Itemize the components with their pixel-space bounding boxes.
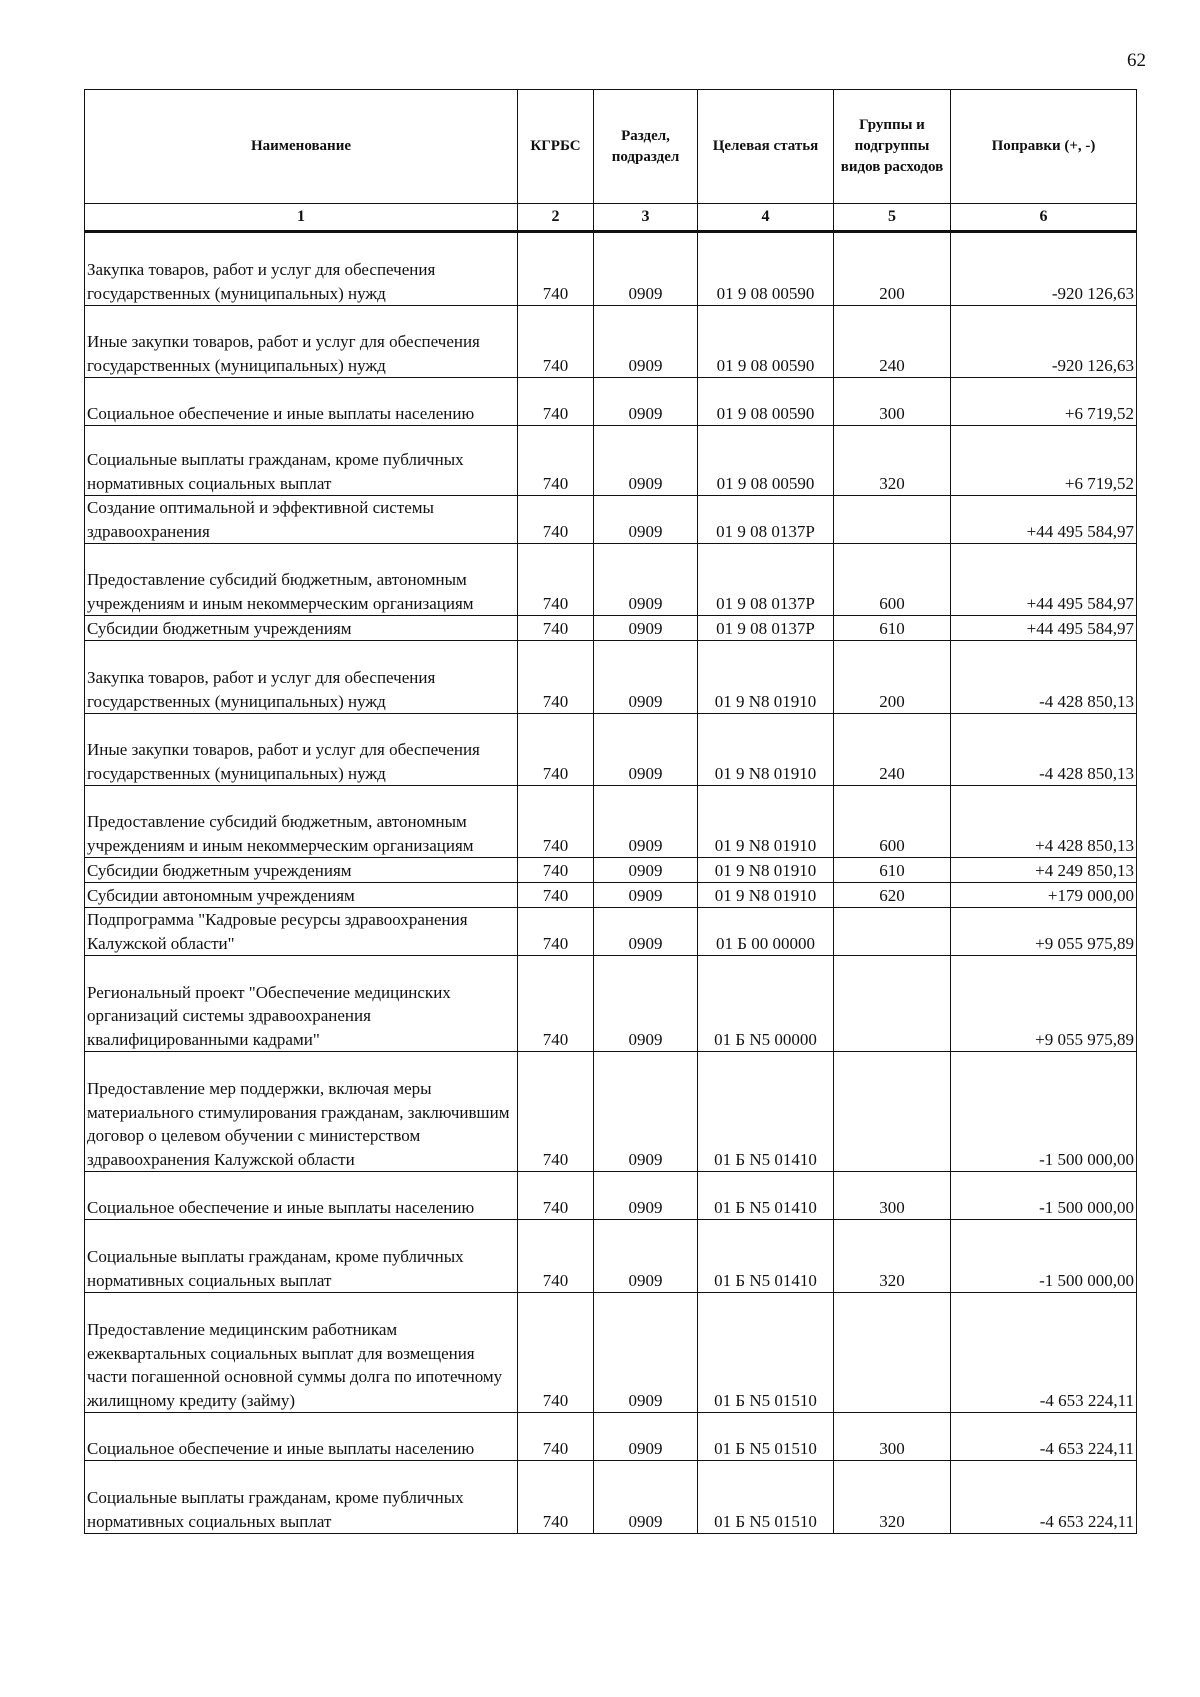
row-name: Субсидии бюджетным учреждениям — [85, 616, 518, 641]
row-name: Иные закупки товаров, работ и услуг для обеспечения государственных (муниципальных) нужд — [85, 306, 518, 378]
row-expense-group: 610 — [834, 858, 951, 883]
row-kgrbs: 740 — [518, 1052, 594, 1172]
row-target-article: 01 Б N5 01510 — [698, 1461, 834, 1534]
column-number: 4 — [698, 204, 834, 232]
row-section: 0909 — [594, 378, 698, 426]
row-expense-group: 600 — [834, 786, 951, 858]
row-target-article: 01 9 08 00590 — [698, 232, 834, 306]
row-amount: +44 495 584,97 — [951, 496, 1137, 544]
row-amount: +4 249 850,13 — [951, 858, 1137, 883]
table-row — [85, 496, 1137, 544]
row-expense-group: 600 — [834, 544, 951, 616]
row-kgrbs: 740 — [518, 544, 594, 616]
row-amount: -1 500 000,00 — [951, 1220, 1137, 1293]
row-section: 0909 — [594, 1172, 698, 1220]
column-number: 3 — [594, 204, 698, 232]
row-expense-group: 300 — [834, 1413, 951, 1461]
page-number: 62 — [1127, 50, 1146, 71]
row-amount: -1 500 000,00 — [951, 1052, 1137, 1172]
header-amendments: Поправки (+, -) — [951, 90, 1137, 204]
row-target-article: 01 9 N8 01910 — [698, 883, 834, 908]
row-name: Подпрограмма "Кадровые ресурсы здравоохранения Калужской области" — [85, 908, 518, 956]
row-expense-group: 620 — [834, 883, 951, 908]
table-row — [85, 786, 1137, 858]
row-kgrbs: 740 — [518, 616, 594, 641]
row-expense-group: 300 — [834, 378, 951, 426]
row-section: 0909 — [594, 1052, 698, 1172]
row-section: 0909 — [594, 426, 698, 496]
row-target-article: 01 9 08 0137Р — [698, 616, 834, 641]
row-section: 0909 — [594, 858, 698, 883]
row-kgrbs: 740 — [518, 858, 594, 883]
row-section: 0909 — [594, 232, 698, 306]
row-target-article: 01 9 08 00590 — [698, 378, 834, 426]
row-name: Предоставление субсидий бюджетным, автономным учреждениям и иным некоммерческим организациям — [85, 544, 518, 616]
header-section: Раздел, подраздел — [594, 90, 698, 204]
row-expense-group — [834, 956, 951, 1052]
row-kgrbs: 740 — [518, 786, 594, 858]
table-row — [85, 378, 1137, 426]
row-amount: +179 000,00 — [951, 883, 1137, 908]
row-kgrbs: 740 — [518, 1172, 594, 1220]
table-row — [85, 616, 1137, 641]
row-target-article: 01 9 08 00590 — [698, 426, 834, 496]
row-kgrbs: 740 — [518, 641, 594, 714]
row-name: Предоставление субсидий бюджетным, автономным учреждениям и иным некоммерческим организациям — [85, 786, 518, 858]
row-expense-group: 320 — [834, 1220, 951, 1293]
row-kgrbs: 740 — [518, 232, 594, 306]
table-body — [85, 232, 1137, 1534]
row-amount: -4 653 224,11 — [951, 1293, 1137, 1413]
row-kgrbs: 740 — [518, 714, 594, 786]
row-amount: +44 495 584,97 — [951, 544, 1137, 616]
budget-amendments-table — [84, 89, 1137, 1534]
table-row — [85, 908, 1137, 956]
row-expense-group — [834, 1293, 951, 1413]
row-section: 0909 — [594, 883, 698, 908]
row-target-article: 01 9 08 0137Р — [698, 544, 834, 616]
row-name: Социальные выплаты гражданам, кроме публичных нормативных социальных выплат — [85, 1461, 518, 1534]
row-name: Субсидии автономным учреждениям — [85, 883, 518, 908]
row-kgrbs: 740 — [518, 1293, 594, 1413]
table-row — [85, 1461, 1137, 1534]
column-number: 1 — [85, 204, 518, 232]
column-number: 5 — [834, 204, 951, 232]
row-section: 0909 — [594, 1293, 698, 1413]
row-target-article: 01 9 N8 01910 — [698, 641, 834, 714]
row-section: 0909 — [594, 1220, 698, 1293]
row-name: Закупка товаров, работ и услуг для обеспечения государственных (муниципальных) нужд — [85, 641, 518, 714]
row-amount: -4 428 850,13 — [951, 714, 1137, 786]
row-amount: +9 055 975,89 — [951, 956, 1137, 1052]
row-amount: -920 126,63 — [951, 306, 1137, 378]
row-section: 0909 — [594, 641, 698, 714]
row-section: 0909 — [594, 306, 698, 378]
column-number-row — [85, 204, 1137, 232]
row-target-article: 01 Б N5 01410 — [698, 1172, 834, 1220]
table-row — [85, 1172, 1137, 1220]
row-expense-group — [834, 496, 951, 544]
row-kgrbs: 740 — [518, 1220, 594, 1293]
row-name: Создание оптимальной и эффективной системы здравоохранения — [85, 496, 518, 544]
row-name: Региональный проект "Обеспечение медицинских организаций системы здравоохранения квалифицированными кадрами" — [85, 956, 518, 1052]
column-number: 2 — [518, 204, 594, 232]
table-row — [85, 426, 1137, 496]
row-amount: +6 719,52 — [951, 378, 1137, 426]
row-kgrbs: 740 — [518, 426, 594, 496]
row-name: Иные закупки товаров, работ и услуг для обеспечения государственных (муниципальных) нужд — [85, 714, 518, 786]
row-expense-group — [834, 1052, 951, 1172]
row-expense-group: 320 — [834, 426, 951, 496]
row-target-article: 01 Б N5 00000 — [698, 956, 834, 1052]
row-section: 0909 — [594, 1413, 698, 1461]
row-name: Предоставление мер поддержки, включая меры материального стимулирования гражданам, заключившим договор о целевом обучении с министерством здравоохранения Калужской области — [85, 1052, 518, 1172]
row-expense-group: 200 — [834, 232, 951, 306]
table-row — [85, 858, 1137, 883]
row-section: 0909 — [594, 1461, 698, 1534]
row-kgrbs: 740 — [518, 1461, 594, 1534]
row-amount: +9 055 975,89 — [951, 908, 1137, 956]
table-row — [85, 1052, 1137, 1172]
row-kgrbs: 740 — [518, 908, 594, 956]
table-row — [85, 956, 1137, 1052]
table-row — [85, 883, 1137, 908]
row-expense-group: 200 — [834, 641, 951, 714]
row-amount: -4 653 224,11 — [951, 1461, 1137, 1534]
row-kgrbs: 740 — [518, 883, 594, 908]
row-section: 0909 — [594, 956, 698, 1052]
row-name: Социальные выплаты гражданам, кроме публичных нормативных социальных выплат — [85, 426, 518, 496]
row-target-article: 01 Б N5 01510 — [698, 1293, 834, 1413]
row-section: 0909 — [594, 544, 698, 616]
row-name: Социальное обеспечение и иные выплаты населению — [85, 378, 518, 426]
row-kgrbs: 740 — [518, 1413, 594, 1461]
header-row — [85, 90, 1137, 204]
column-number: 6 — [951, 204, 1137, 232]
header-name: Наименование — [85, 90, 518, 204]
row-kgrbs: 740 — [518, 378, 594, 426]
row-expense-group: 610 — [834, 616, 951, 641]
row-target-article: 01 9 N8 01910 — [698, 714, 834, 786]
row-expense-group: 300 — [834, 1172, 951, 1220]
row-target-article: 01 Б N5 01410 — [698, 1220, 834, 1293]
row-target-article: 01 9 N8 01910 — [698, 858, 834, 883]
row-target-article: 01 Б N5 01410 — [698, 1052, 834, 1172]
row-target-article: 01 Б N5 01510 — [698, 1413, 834, 1461]
row-amount: -4 428 850,13 — [951, 641, 1137, 714]
table-row — [85, 1220, 1137, 1293]
row-name: Закупка товаров, работ и услуг для обеспечения государственных (муниципальных) нужд — [85, 232, 518, 306]
row-target-article: 01 9 08 0137Р — [698, 496, 834, 544]
row-section: 0909 — [594, 496, 698, 544]
table-row — [85, 641, 1137, 714]
row-expense-group — [834, 908, 951, 956]
row-expense-group: 240 — [834, 306, 951, 378]
header-kgrbs: КГРБС — [518, 90, 594, 204]
row-kgrbs: 740 — [518, 306, 594, 378]
row-name: Предоставление медицинским работникам ежеквартальных социальных выплат для возмещения части погашенной основной суммы долга по ипотечному жилищному кредиту (займу) — [85, 1293, 518, 1413]
row-section: 0909 — [594, 616, 698, 641]
row-section: 0909 — [594, 714, 698, 786]
table-row — [85, 1293, 1137, 1413]
row-amount: +44 495 584,97 — [951, 616, 1137, 641]
row-expense-group: 320 — [834, 1461, 951, 1534]
row-name: Социальные выплаты гражданам, кроме публичных нормативных социальных выплат — [85, 1220, 518, 1293]
row-section: 0909 — [594, 908, 698, 956]
table-row — [85, 1413, 1137, 1461]
row-amount: -4 653 224,11 — [951, 1413, 1137, 1461]
row-name: Социальное обеспечение и иные выплаты населению — [85, 1172, 518, 1220]
row-amount: +6 719,52 — [951, 426, 1137, 496]
row-target-article: 01 9 08 00590 — [698, 306, 834, 378]
row-kgrbs: 740 — [518, 956, 594, 1052]
row-target-article: 01 Б 00 00000 — [698, 908, 834, 956]
header-target-article: Целевая статья — [698, 90, 834, 204]
row-name: Субсидии бюджетным учреждениям — [85, 858, 518, 883]
header-expense-groups: Группы и подгруппы видов расходов — [834, 90, 951, 204]
row-amount: -920 126,63 — [951, 232, 1137, 306]
row-name: Социальное обеспечение и иные выплаты населению — [85, 1413, 518, 1461]
row-target-article: 01 9 N8 01910 — [698, 786, 834, 858]
table-row — [85, 714, 1137, 786]
row-amount: -1 500 000,00 — [951, 1172, 1137, 1220]
table-row — [85, 232, 1137, 306]
table-row — [85, 544, 1137, 616]
row-amount: +4 428 850,13 — [951, 786, 1137, 858]
row-expense-group: 240 — [834, 714, 951, 786]
table-row — [85, 306, 1137, 378]
row-kgrbs: 740 — [518, 496, 594, 544]
row-section: 0909 — [594, 786, 698, 858]
